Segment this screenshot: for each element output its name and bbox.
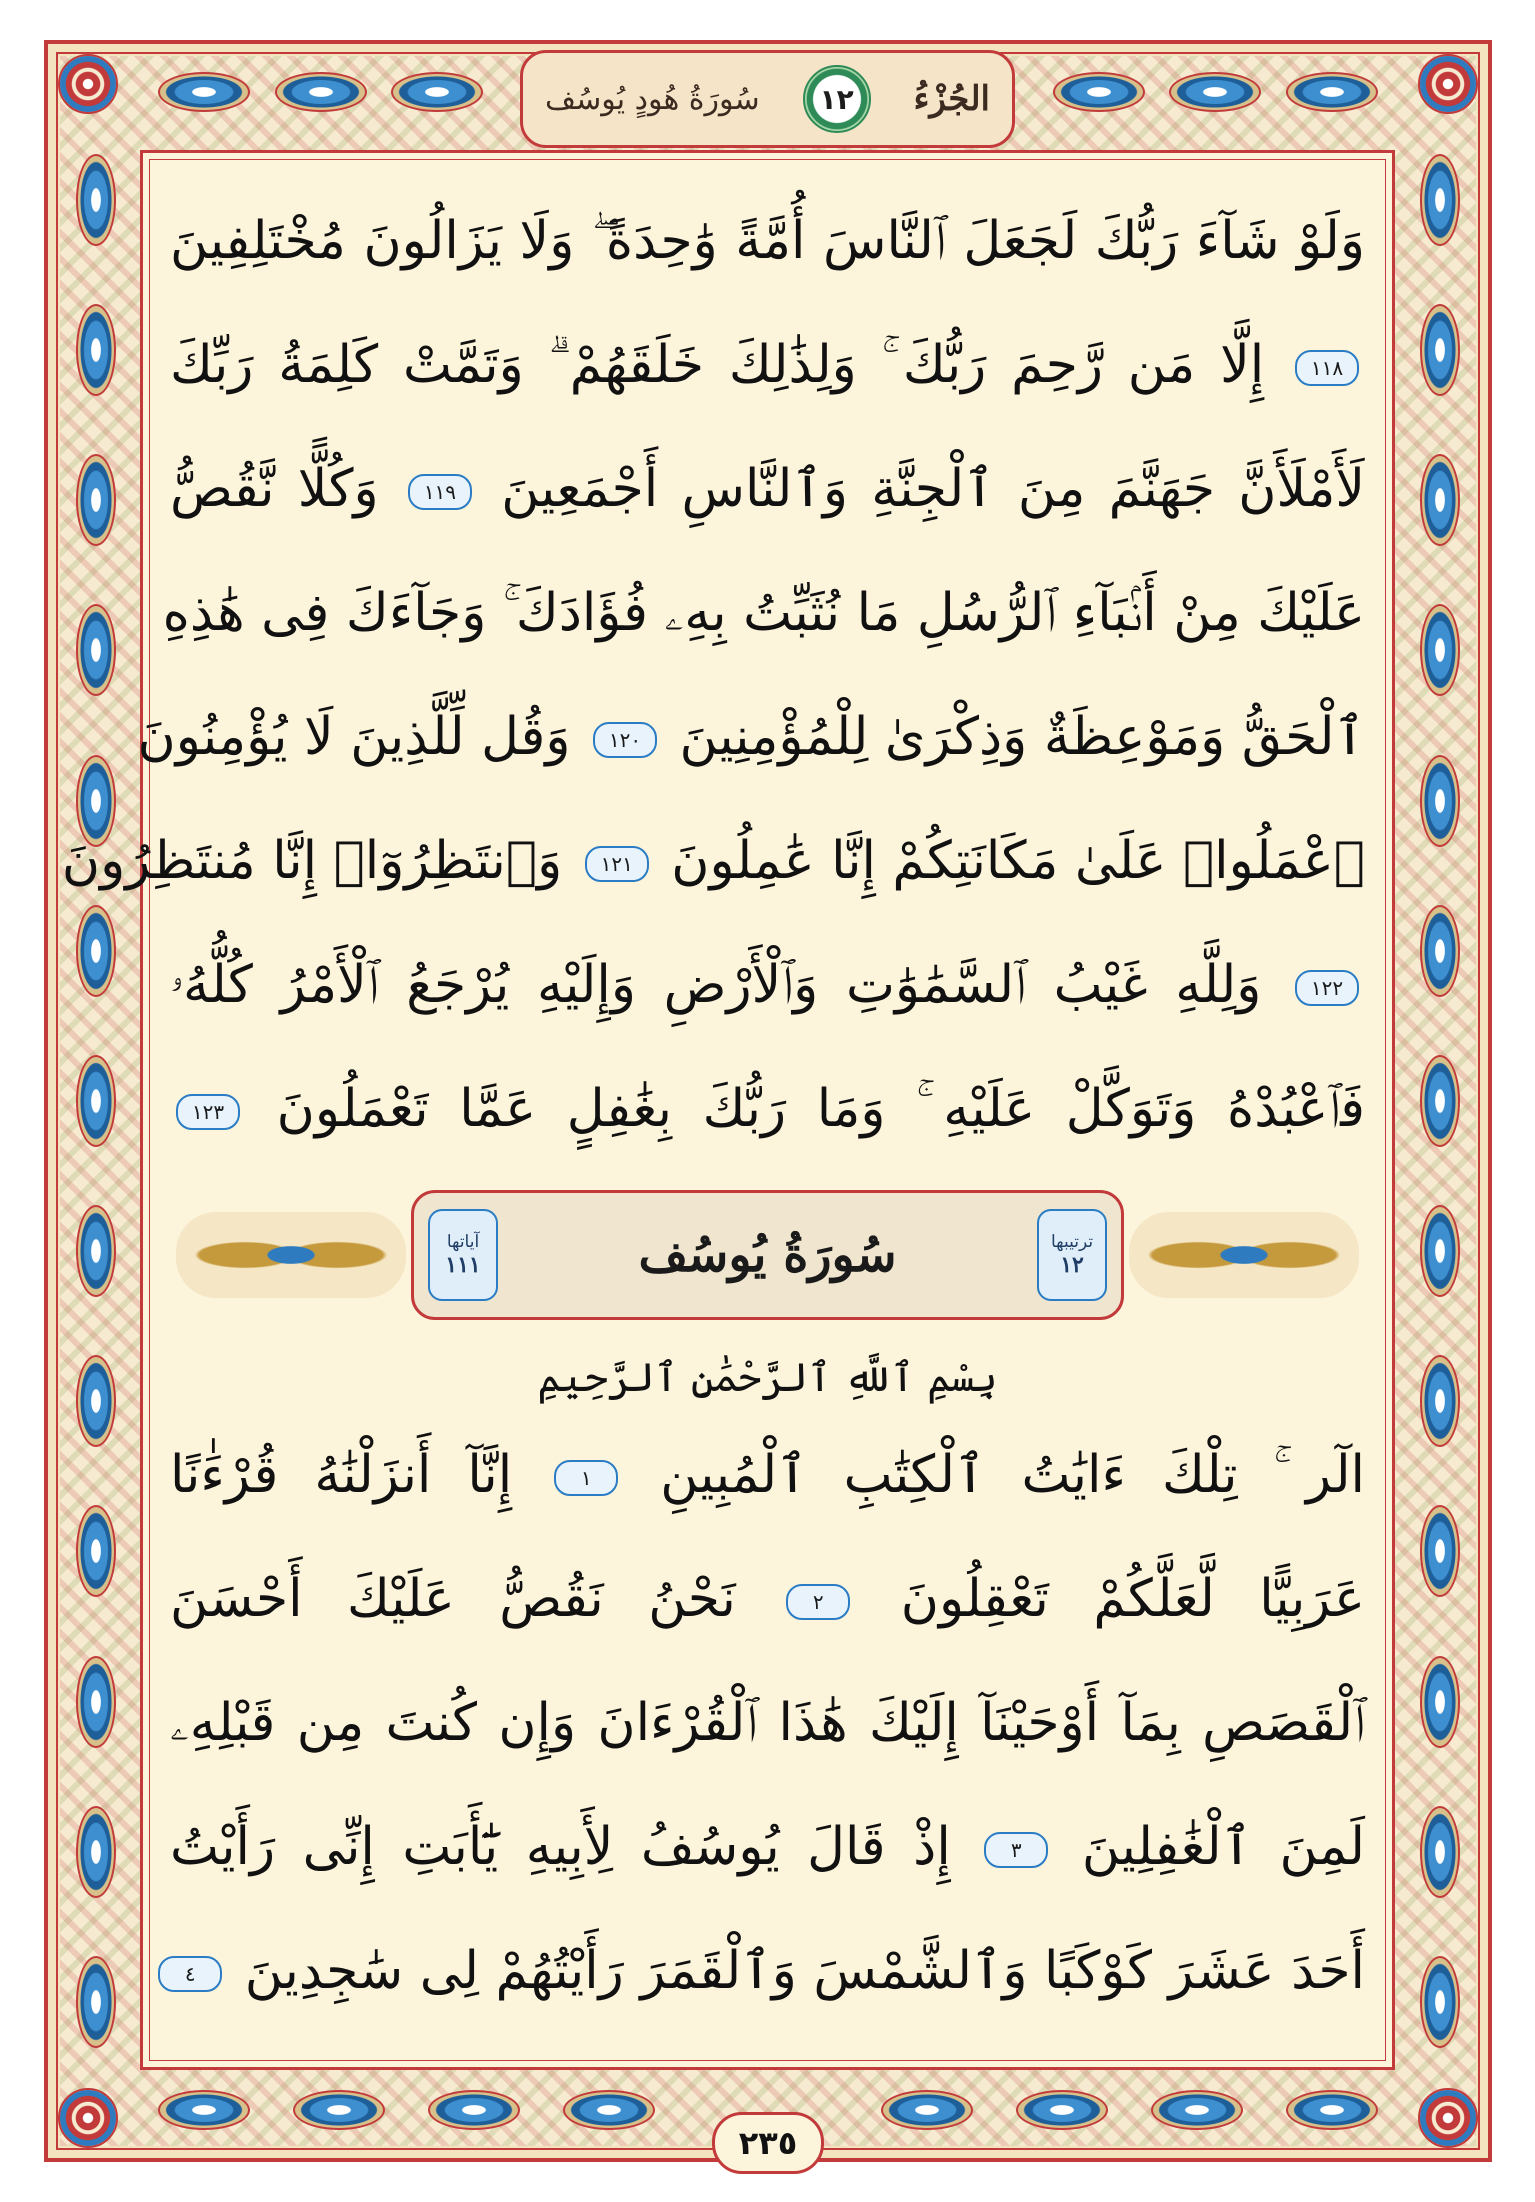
ayah-number-marker: ١٢٢ (1295, 970, 1359, 1006)
medallion-icon (1053, 72, 1145, 112)
verse-line (170, 1430, 1365, 1520)
basmala: بِسْمِ ٱللَّهِ ٱلرَّحْمَٰنِ ٱلرَّحِيمِ (537, 1355, 998, 1401)
juz-number-badge: ١٢ (803, 65, 871, 133)
ayah-number-marker: ١ (554, 1460, 618, 1496)
ayah-number-marker: ٢ (786, 1584, 850, 1620)
medallion-icon (1420, 1055, 1460, 1147)
medallion-icon (1286, 2090, 1378, 2130)
verse-text: إِذْ قَالَ يُوسُفُ لِأَبِيهِ يَٰٓأَبَتِ إِنِّى رَأَيْتُ (170, 1817, 951, 1877)
medallion-icon (1420, 1355, 1460, 1447)
verse-line (170, 1064, 1365, 1154)
surah-banner (176, 1190, 1359, 1320)
verse-text: عَلَيْكَ مِنْ أَنۢبَآءِ ٱلرُّسُلِ مَا نُثَبِّتُ بِهِۦ فُؤَادَكَ ۚ وَجَآءَكَ فِى هَٰذِهِ (162, 583, 1365, 643)
surah-title: سُورَةُ يُوسُف (638, 1227, 897, 1283)
verse-text: ٱلْحَقُّ وَمَوْعِظَةٌ وَذِكْرَىٰ لِلْمُؤْمِنِينَ (679, 707, 1365, 767)
page-number: ٢٣٥ (712, 2112, 824, 2174)
medallion-icon (1420, 604, 1460, 696)
medallion-icon (76, 905, 116, 997)
verse-text: فَٱعْبُدْهُ وَتَوَكَّلْ عَلَيْهِ ۚ وَمَا رَبُّكَ بِغَٰفِلٍ عَمَّا تَعْمَلُونَ (276, 1079, 1366, 1139)
medallion-icon (881, 2090, 973, 2130)
verse-text: نَحْنُ نَقُصُّ عَلَيْكَ أَحْسَنَ (170, 1569, 736, 1629)
corner-rosette-icon (1418, 54, 1478, 114)
corner-rosette-icon (58, 2088, 118, 2148)
verse-line (170, 320, 1365, 410)
verse-text: وَٱنتَظِرُوٓا۟ إِنَّا مُنتَظِرُونَ (61, 831, 563, 891)
surah-verses-value: ١١١ (445, 1252, 481, 1278)
medallion-icon (1420, 905, 1460, 997)
verse-line (170, 444, 1365, 534)
verse-text: وَكُلًّا نَّقُصُّ (170, 459, 379, 519)
medallion-icon (1420, 454, 1460, 546)
medallion-icon (563, 2090, 655, 2130)
verse-text: إِنَّآ أَنزَلْنَٰهُ قُرْءَٰنًا (170, 1445, 513, 1505)
medallion-icon (158, 72, 250, 112)
verse-text: لَأَمْلَأَنَّ جَهَنَّمَ مِنَ ٱلْجِنَّةِ وَٱلنَّاسِ أَجْمَعِينَ (501, 459, 1366, 519)
verse-text: وَلَوْ شَآءَ رَبُّكَ لَجَعَلَ ٱلنَّاسَ أُمَّةً وَٰحِدَةً ۖ وَلَا يَزَالُونَ مُخْتَلِفِينَ (170, 211, 1365, 271)
surah-order-cell (1037, 1209, 1107, 1301)
verse-text: وَقُل لِّلَّذِينَ لَا يُؤْمِنُونَ (137, 707, 571, 767)
verse-line (170, 1554, 1365, 1644)
ayah-number-marker: ١٢٠ (593, 722, 657, 758)
medallion-icon (76, 1806, 116, 1898)
verse-line (61, 816, 1365, 906)
verse-text: ٱعْمَلُوا۟ عَلَىٰ مَكَانَتِكُمْ إِنَّا عَٰمِلُونَ (671, 831, 1365, 891)
verse-line (170, 1678, 1365, 1768)
verse-line (170, 1802, 1365, 1892)
medallion-icon (1420, 1806, 1460, 1898)
banner-ornament-icon (1129, 1212, 1359, 1298)
banner-ornament-icon (176, 1212, 406, 1298)
medallion-icon (76, 1656, 116, 1748)
right-medallion-column (1414, 154, 1466, 2048)
verse-text: ٱلْقَصَصِ بِمَآ أَوْحَيْنَآ إِلَيْكَ هَٰذَا ٱلْقُرْءَانَ وَإِن كُنتَ مِن قَبْلِهِۦ (170, 1693, 1365, 1753)
medallion-icon (1420, 154, 1460, 246)
medallion-icon (76, 1355, 116, 1447)
surah-order-value: ١٢ (1060, 1252, 1084, 1278)
left-medallion-column (70, 154, 122, 2048)
verse-line (170, 940, 1365, 1030)
verse-text: لَمِنَ ٱلْغَٰفِلِينَ (1081, 1817, 1366, 1877)
medallion-icon (1420, 1956, 1460, 2048)
medallion-icon (275, 72, 367, 112)
medallion-icon (76, 1505, 116, 1597)
medallion-icon (76, 1205, 116, 1297)
verse-text: عَرَبِيًّا لَّعَلَّكُمْ تَعْقِلُونَ (900, 1569, 1366, 1629)
surah-verses-label: آياتها (446, 1232, 480, 1252)
medallion-icon (1420, 1505, 1460, 1597)
medallion-icon (1016, 2090, 1108, 2130)
medallion-icon (391, 72, 483, 112)
verse-text: إِلَّا مَن رَّحِمَ رَبُّكَ ۚ وَلِذَٰلِكَ خَلَقَهُمْ ۗ وَتَمَّتْ كَلِمَةُ رَبِّكَ (170, 335, 1265, 395)
medallion-icon (158, 2090, 250, 2130)
medallion-icon (1420, 1205, 1460, 1297)
verse-line (162, 568, 1365, 658)
juz-label: الجُزْءُ (913, 79, 990, 119)
surah-names-label: سُورَةُ هُودٍ يُوسُف (545, 81, 760, 117)
medallion-icon (76, 1956, 116, 2048)
ayah-number-marker: ٣ (984, 1832, 1048, 1868)
surah-order-label: ترتيبها (1050, 1232, 1094, 1252)
ayah-number-marker: ١٢٣ (176, 1094, 240, 1130)
verse-text: أَحَدَ عَشَرَ كَوْكَبًا وَٱلشَّمْسَ وَٱلْقَمَرَ رَأَيْتُهُمْ لِى سَٰجِدِينَ (244, 1941, 1365, 2001)
ayah-number-marker: ١١٩ (408, 474, 472, 510)
medallion-icon (293, 2090, 385, 2130)
ayah-number-marker: ٤ (158, 1956, 222, 1992)
medallion-icon (76, 1055, 116, 1147)
surah-verses-cell (428, 1209, 498, 1301)
surah-title-box (411, 1190, 1124, 1320)
corner-rosette-icon (1418, 2088, 1478, 2148)
medallion-icon (1286, 72, 1378, 112)
medallion-icon (76, 154, 116, 246)
medallion-icon (1420, 755, 1460, 847)
verse-line (137, 692, 1365, 782)
medallion-icon (1420, 304, 1460, 396)
ayah-number-marker: ١١٨ (1295, 350, 1359, 386)
medallion-icon (1169, 72, 1261, 112)
corner-rosette-icon (58, 54, 118, 114)
verse-line (170, 196, 1365, 286)
verse-text: وَلِلَّهِ غَيْبُ ٱلسَّمَٰوَٰتِ وَٱلْأَرْضِ وَإِلَيْهِ يُرْجَعُ ٱلْأَمْرُ كُلُّهُۥ (170, 955, 1262, 1015)
page-header (520, 50, 1015, 148)
ayah-number-marker: ١٢١ (585, 846, 649, 882)
medallion-icon (76, 454, 116, 546)
medallion-icon (1151, 2090, 1243, 2130)
medallion-icon (76, 304, 116, 396)
medallion-icon (428, 2090, 520, 2130)
medallion-icon (1420, 1656, 1460, 1748)
verse-line (170, 1926, 1365, 2016)
verse-text: الٓر ۚ تِلْكَ ءَايَٰتُ ٱلْكِتَٰبِ ٱلْمُبِينِ (660, 1445, 1365, 1505)
medallion-icon (76, 604, 116, 696)
